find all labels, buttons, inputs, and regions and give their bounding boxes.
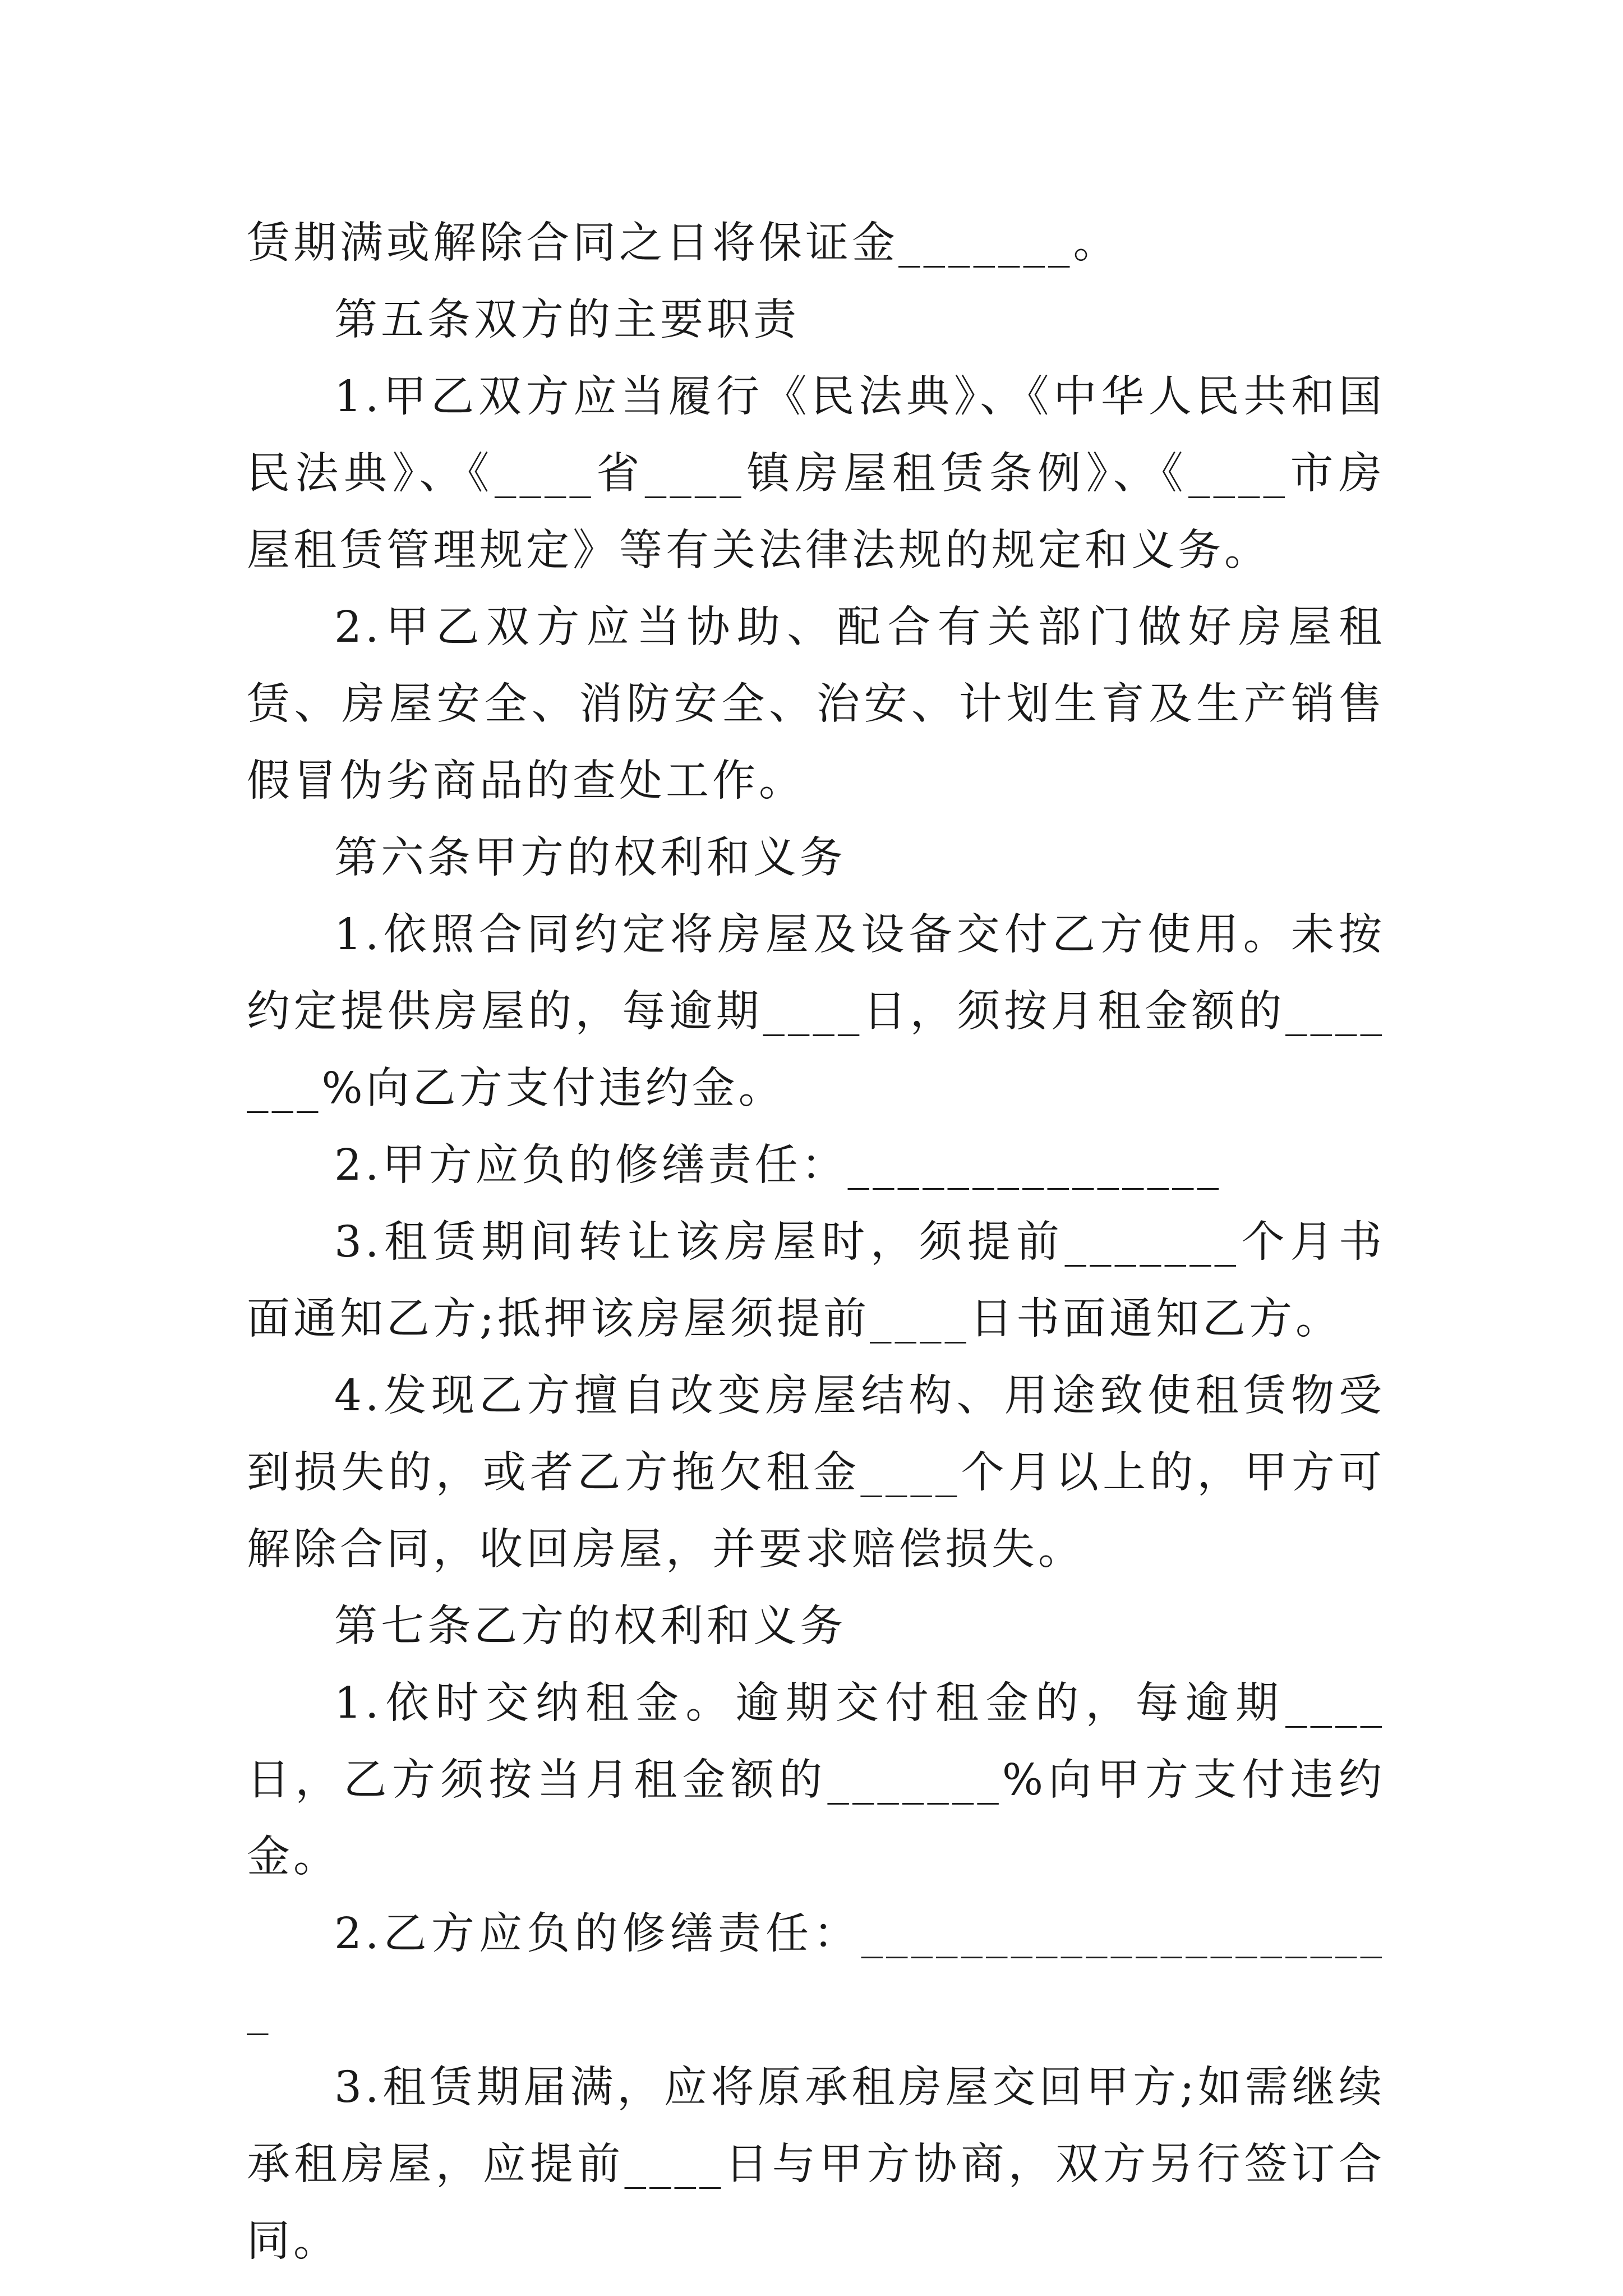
paragraph-article-6-item-1: 1.依照合同约定将房屋及设备交付乙方使用。未按约定提供房屋的，每逾期____日，须按月租金额的_______%向乙方支付违约金。 xyxy=(247,910,1385,1114)
paragraph-deposit-return: 赁期满或解除合同之日将保证金_______。 xyxy=(247,218,1120,268)
paragraph-article-5-item-1: 1.甲乙双方应当履行《民法典》、《中华人民共和国民法典》、《____省____镇房屋租赁条例》、《____市房屋租赁管理规定》等有关法律法规的规定和义务。 xyxy=(247,372,1385,576)
heading-article-7: 第七条乙方的权利和义务 xyxy=(334,1602,846,1651)
paragraph-article-6-item-3: 3.租赁期间转让该房屋时，须提前_______个月书面通知乙方;抵押该房屋须提前____日书面通知乙方。 xyxy=(247,1217,1385,1344)
document-page xyxy=(247,205,1385,2280)
paragraph-article-7-item-3: 3.租赁期届满，应将原承租房屋交回甲方;如需继续承租房屋，应提前____日与甲方协商，双方另行签订合同。 xyxy=(247,2063,1385,2266)
paragraph-article-6-item-2: 2.甲方应负的修缮责任：_______________ xyxy=(334,1140,1222,1190)
paragraph-article-6-item-4: 4.发现乙方擅自改变房屋结构、用途致使租赁物受到损失的，或者乙方拖欠租金____个月以上的，甲方可解除合同，收回房屋，并要求赔偿损失。 xyxy=(247,1371,1385,1575)
paragraph-article-7-item-1: 1.依时交纳租金。逾期交付租金的，每逾期____日，乙方须按当月租金额的_______%向甲方支付违约金。 xyxy=(247,1678,1385,1882)
paragraph-article-7-item-2: 2.乙方应负的修缮责任：______________________ xyxy=(247,1909,1385,2036)
heading-article-6: 第六条甲方的权利和义务 xyxy=(334,833,846,883)
heading-article-5: 第五条双方的主要职责 xyxy=(334,295,800,345)
paragraph-article-5-item-2: 2.甲乙双方应当协助、配合有关部门做好房屋租赁、房屋安全、消防安全、治安、计划生育及生产销售假冒伪劣商品的查处工作。 xyxy=(247,602,1385,806)
